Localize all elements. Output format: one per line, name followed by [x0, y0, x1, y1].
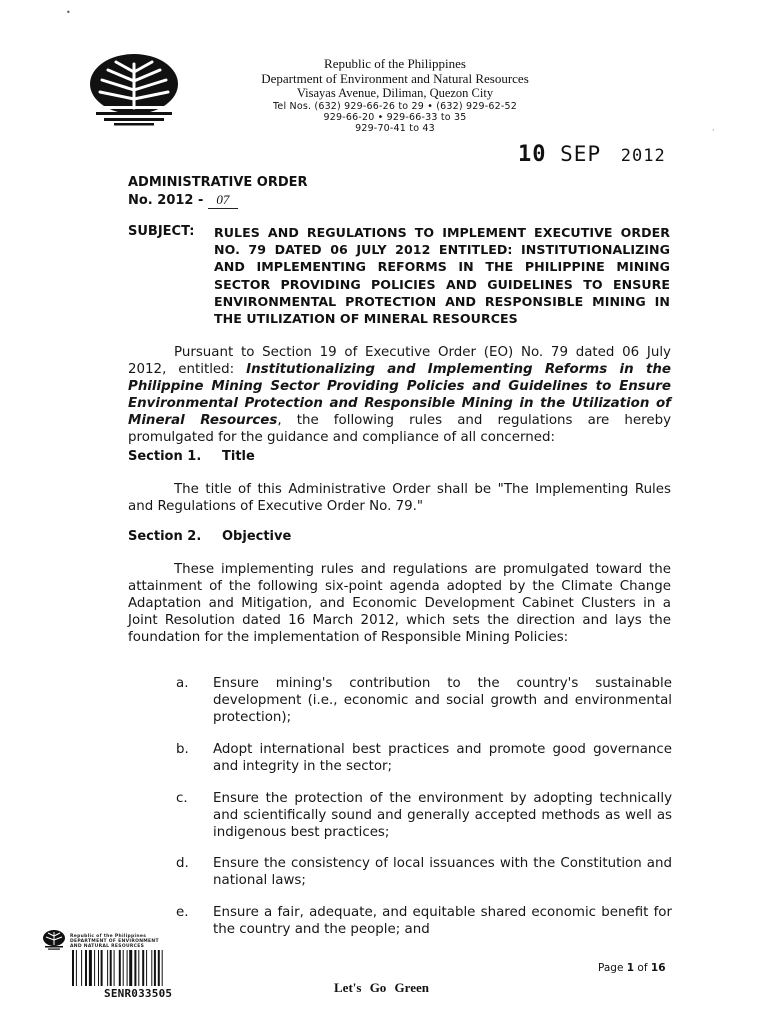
barcode-bar — [114, 950, 115, 986]
footer-seal-line-2: DEPARTMENT OF ENVIRONMENT — [70, 939, 159, 944]
list-item-text: Ensure the protection of the environment by adopting technically and scientifically sound and generally accepted methods as well as indigenous best practices; — [213, 791, 672, 840]
barcode-icon — [72, 950, 190, 986]
scan-speck: • — [66, 8, 71, 17]
preamble-paragraph — [128, 344, 671, 446]
barcode-bar — [72, 950, 74, 986]
order-heading — [128, 174, 308, 209]
barcode-bar — [129, 950, 132, 986]
section-1-title: Title — [222, 449, 255, 464]
footer-seal-line-1: Republic of the Philippines — [70, 934, 147, 939]
list-item-text: Ensure a fair, adequate, and equitable shared economic benefit for the country and the people; and — [213, 905, 672, 937]
footer-seal-text — [70, 934, 159, 949]
order-number — [128, 191, 308, 209]
order-number-value: 07 — [208, 191, 238, 209]
barcode-bar — [142, 950, 144, 986]
footer-tagline: Let's Go Green — [334, 980, 429, 995]
page-number-current: 1 — [626, 962, 635, 974]
preamble-emphasis: Institutionalizing and Implementing Reforms in the Philippine Mining Sector Providing Policies and Guidelines to Ensure Environmental Protection and Responsible Mining in the Utilization of Mineral Resources — [128, 362, 671, 428]
barcode-bar — [101, 950, 103, 986]
list-item-text: Ensure mining's contribution to the country's sustainable development (i.e., economic and social growth and environmental protection); — [213, 676, 672, 725]
section-2-text: These implementing rules and regulations are promulgated toward the attainment of the following six-point agenda adopted by the Climate Change Adaptation and Mitigation, and Economic Development Cabinet Clusters in a Joint Resolution dated 16 March 2012, which sets the direction and lays the foundation for the implementation of Responsible Mining Policies: — [128, 562, 671, 645]
section-1-number: Section 1. — [128, 449, 202, 464]
list-item-letter: c. — [176, 791, 188, 806]
page-number-total: 16 — [650, 962, 666, 974]
letterhead-tel-2: 929-66-20 • 929-66-33 to 35 — [323, 112, 467, 123]
stamp-day: 10 — [518, 142, 547, 167]
list-item-letter: a. — [176, 676, 189, 691]
barcode-bar — [154, 950, 156, 986]
order-title: ADMINISTRATIVE ORDER — [128, 175, 308, 190]
stamp-year: 2012 — [620, 146, 666, 166]
page-number — [598, 962, 666, 974]
barcode-bar — [162, 950, 163, 986]
preamble-tail: , the following rules and regulations are hereby promulgated for the guidance and compliance of all concerned: — [128, 413, 672, 445]
page-number-of: of — [637, 962, 648, 974]
barcode-bar — [81, 950, 82, 986]
barcode-bar — [85, 950, 87, 986]
barcode-bar — [89, 950, 92, 986]
denr-logo-icon — [86, 50, 182, 126]
date-received-stamp — [518, 142, 666, 167]
list-item-text: Adopt international best practices and promote good governance and integrity in the sector; — [213, 742, 672, 774]
letterhead-tel-1: Tel Nos. (632) 929-66-26 to 29 • (632) 929-62-52 — [273, 101, 517, 112]
footer-seal-line-3: AND NATURAL RESOURCES — [70, 944, 145, 949]
list-item-text: Ensure the consistency of local issuances with the Constitution and national laws; — [213, 856, 672, 888]
stamp-month: SEP — [560, 142, 602, 166]
letterhead-department: Department of Environment and Natural Resources — [261, 71, 529, 86]
letterhead-republic: Republic of the Philippines — [324, 56, 466, 71]
barcode-bar — [158, 950, 160, 986]
barcode-bar — [127, 950, 128, 986]
barcode-bar — [110, 950, 112, 986]
order-number-prefix: No. 2012 - — [128, 193, 204, 208]
barcode-bar — [119, 950, 121, 986]
list-item-letter: e. — [176, 905, 189, 920]
barcode-number: SENR033505 — [104, 987, 173, 1000]
barcode-bar — [134, 950, 136, 986]
barcode-bar — [138, 950, 139, 986]
letterhead-address: Visayas Avenue, Diliman, Quezon City — [296, 86, 494, 100]
barcode-bar — [151, 950, 152, 986]
subject-label: SUBJECT: — [128, 224, 195, 239]
barcode-bar — [146, 950, 147, 986]
barcode-bar — [76, 950, 77, 986]
section-1-heading — [128, 449, 255, 464]
barcode-bar — [98, 950, 99, 986]
list-item-letter: d. — [176, 856, 189, 871]
barcode-bar — [94, 950, 95, 986]
page-number-prefix: Page — [598, 962, 624, 974]
letterhead-tel-3: 929-70-41 to 43 — [355, 123, 435, 134]
subject-text: RULES AND REGULATIONS TO IMPLEMENT EXECUTIVE ORDER NO. 79 DATED 06 JULY 2012 ENTITLED: INSTITUTIONALIZING AND IMPLEMENTING REFORMS IN THE PHILIPPINE MINING SECTOR PROVIDING POLICIES AND GUIDELINES TO ENSURE ENVIRONMENTAL PROTECTION AND RESPONSIBLE MINING IN THE UTILIZATION OF MINERAL RESOURCES — [214, 225, 670, 327]
letterhead — [210, 56, 580, 134]
list-item-letter: b. — [176, 742, 189, 757]
barcode-bar — [107, 950, 108, 986]
denr-seal-icon — [42, 928, 66, 950]
section-2-number: Section 2. — [128, 529, 202, 544]
barcode-bar — [123, 950, 124, 986]
section-1-text: The title of this Administrative Order shall be "The Implementing Rules and Regulations of Executive Order No. 79." — [128, 482, 671, 514]
preamble-lead: Pursuant to Section 19 of Executive Order (EO) No. 79 dated 06 July 2012, entitled: — [128, 345, 671, 377]
section-2-title: Objective — [222, 529, 292, 544]
section-2-heading — [128, 529, 292, 544]
scan-speck: · — [712, 126, 715, 135]
